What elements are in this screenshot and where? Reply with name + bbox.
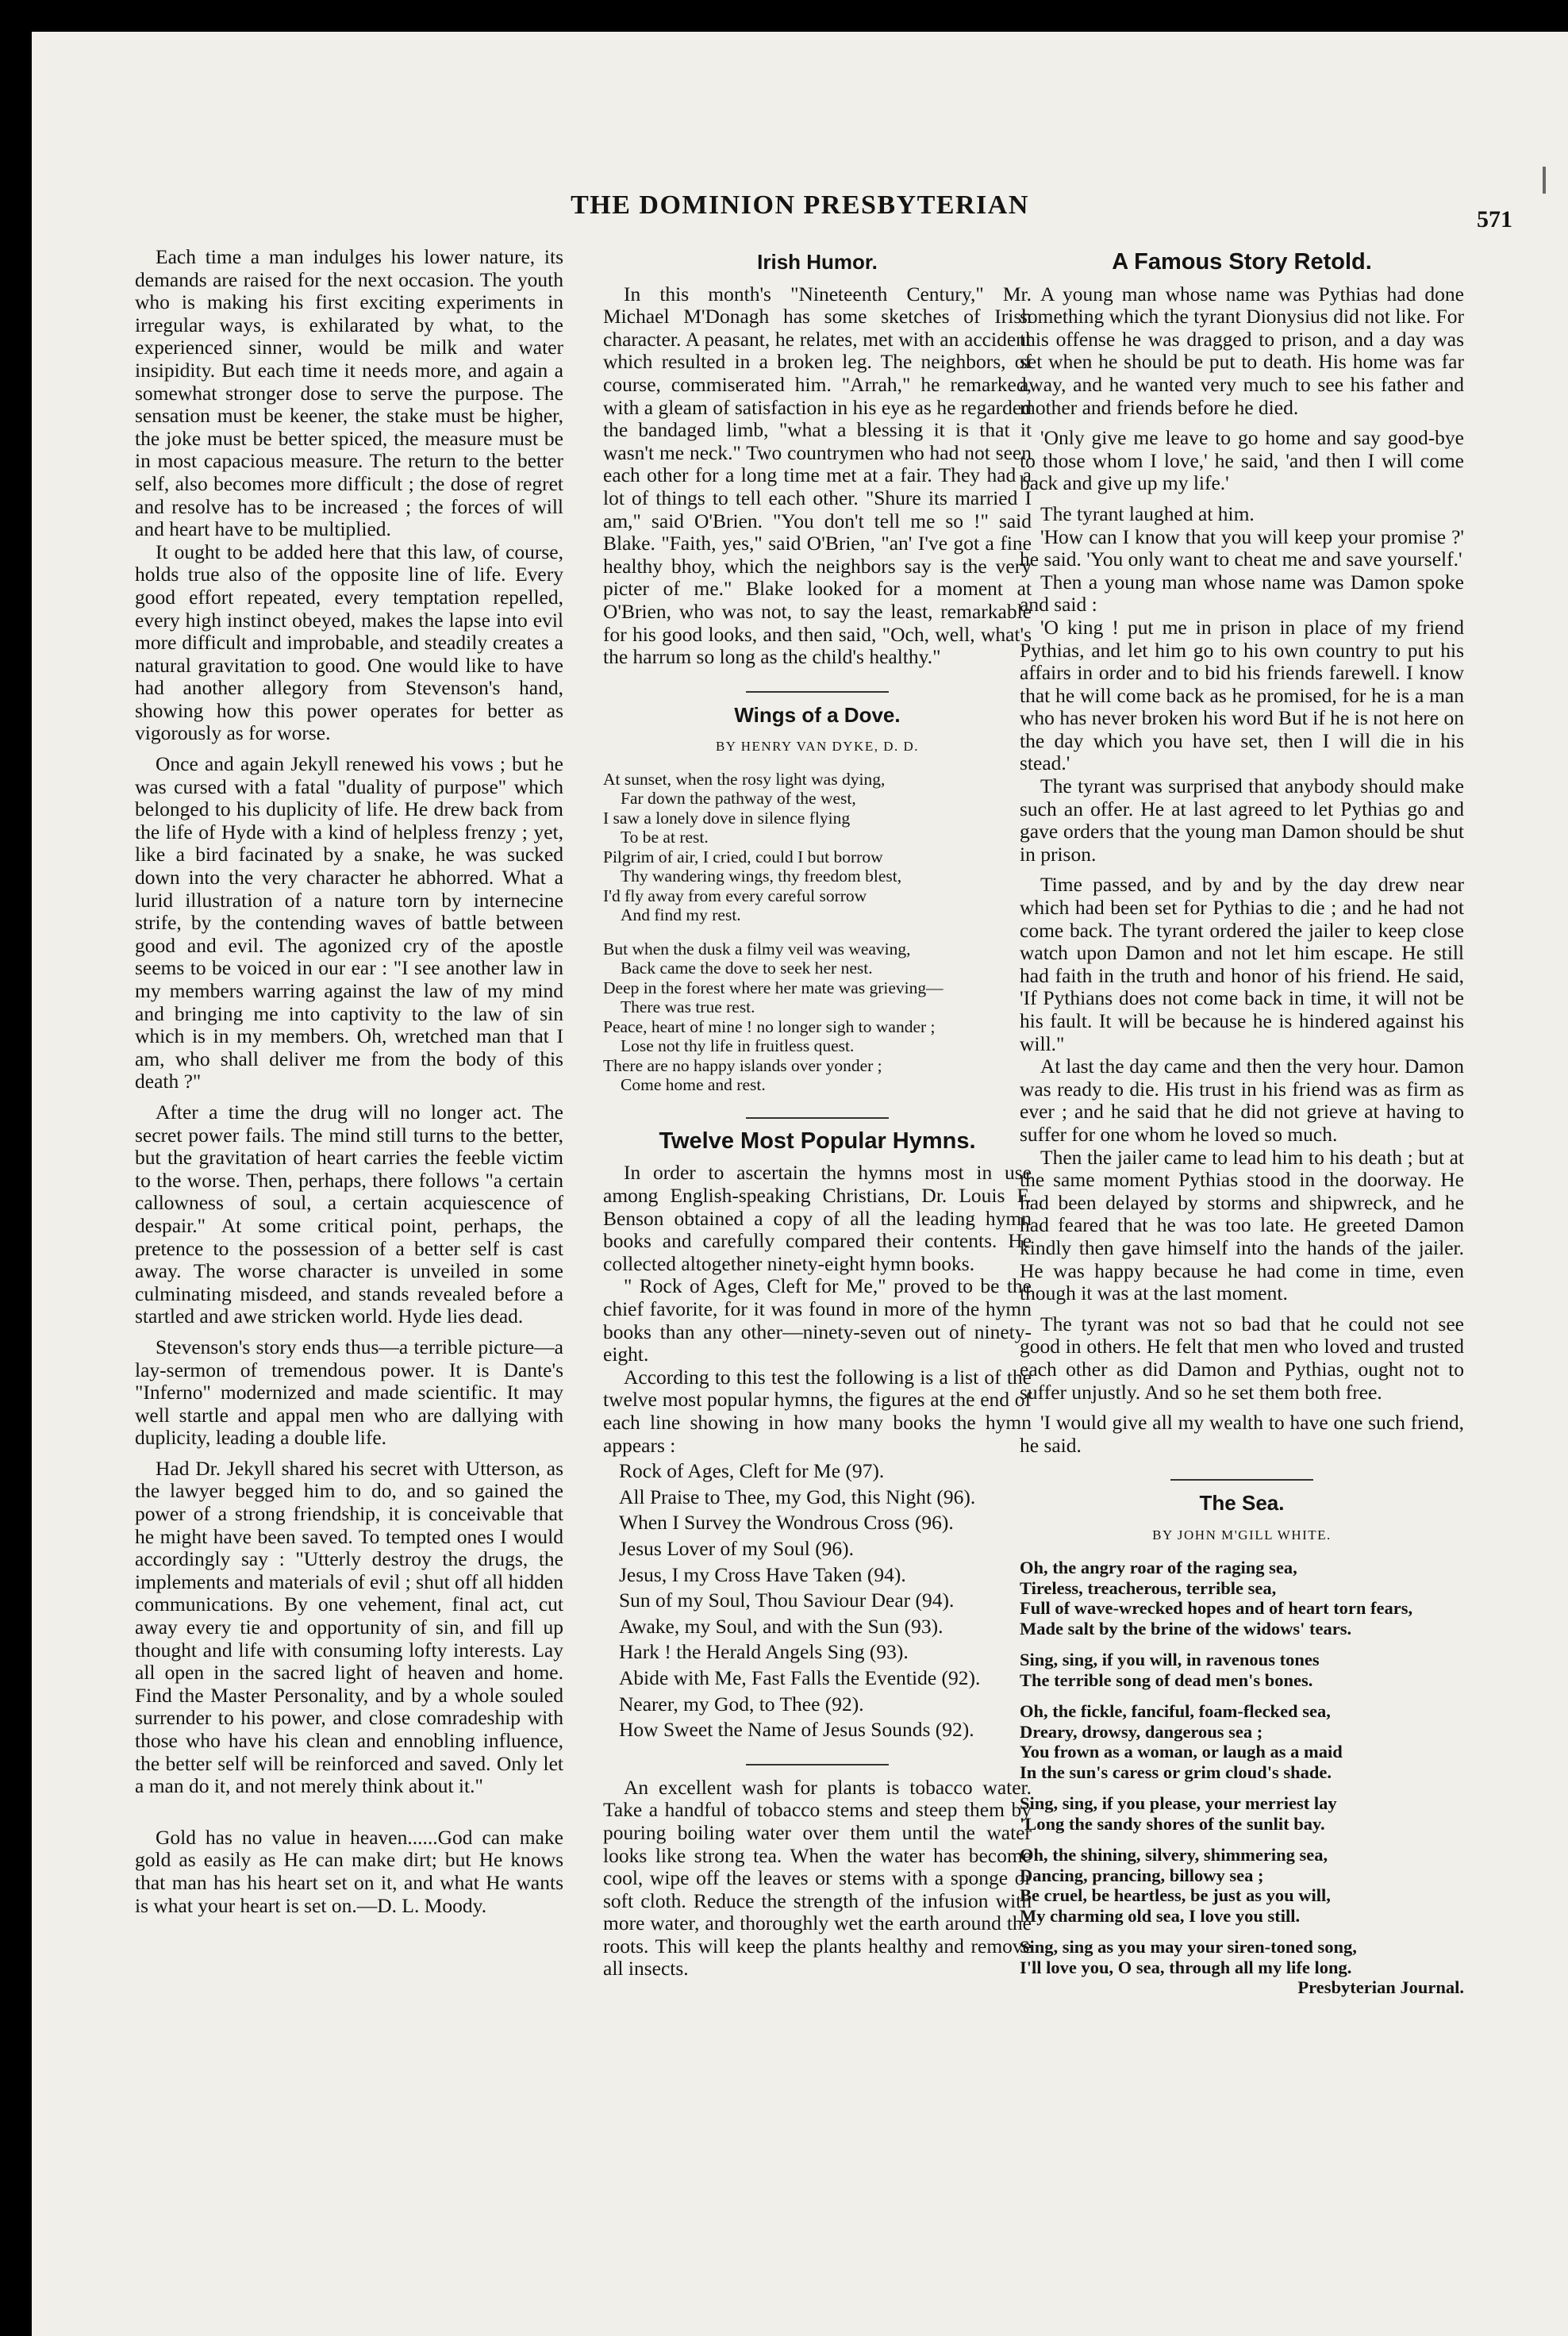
jekyll-article <box>135 246 563 1798</box>
paragraph: Time passed, and by and by the day drew near which had been set for Pythias to die ; and he had not come back. The tyrant ordered the jailer to keep close watch upon Damon and not let him escape. He still had faith in the truth and honor of his friend. He said, 'If Pythians does not come back in time, it will not be his fault. It will be because he is hindered against his will." <box>1020 873 1464 1055</box>
poem-line: Oh, the angry roar of the raging sea, <box>1020 1558 1297 1578</box>
poem-line: Made salt by the brine of the widows' tears. <box>1020 1618 1352 1639</box>
paragraph: 'I would give all my wealth to have one such friend, he said. <box>1020 1411 1464 1457</box>
page-number: 571 <box>1477 206 1512 232</box>
column-middle <box>603 246 1032 1981</box>
poem-line: Full of wave-wrecked hopes and of heart torn fears, <box>1020 1598 1413 1619</box>
list-item: Jesus, I my Cross Have Taken (94). <box>619 1562 906 1586</box>
column-left <box>135 246 563 1917</box>
column-right <box>1020 246 1464 1998</box>
paragraph: Had Dr. Jekyll shared his secret with Utterson, as the lawyer begged him to do, and so gained the power of a strong friendship, it is conceivable that he might have been saved. To tempted ones I would accordingly say : "Utterly destroy the drugs, the implements and materials of evil ; shut off all hidden communications. By one vehement, final act, cut away every tie and opportunity of sin, and fill up thought and life with consuming lofty interests. Lay all open in the sacred light of heaven and home. Find the Master Personality, and by a whole souled surrender to his power, and close comradeship with those who have his clean and ennobling influence, the better self will be reinforced and saved. Only let a man do it, and not merely think about it." <box>135 1456 563 1798</box>
poem-line: Oh, the fickle, fanciful, foam-flecked sea, <box>1020 1701 1331 1722</box>
paragraph: 'O king ! put me in prison in place of my friend Pythias, and let him go to his own country to put his affairs in order and to bid his friends farewell. I know that he will come back as he promised, for he is a man who has never broken his word But if he is not here on the day which you have set, then I will die in his stead.' <box>1020 615 1464 775</box>
the-sea-title: The Sea. <box>1199 1491 1285 1516</box>
poem-line: I saw a lonely dove in silence flying <box>603 808 851 828</box>
paragraph: Then the jailer came to lead him to his death ; but at the same moment Pythias stood in the doorway. He had been delayed by storms and shipwreck, and he had feared that he was too late. He greeted Damon kindly then gave himself into the hands of the jailer. He was happy because he had come in time, even though it was at the last moment. <box>1020 1145 1464 1305</box>
poem-line: In the sun's caress or grim cloud's shade. <box>1020 1762 1332 1782</box>
poem-line: Peace, heart of mine ! no longer sigh to wander ; <box>603 1016 936 1036</box>
poem <box>1020 1558 1464 1998</box>
list-item: When I Survey the Wondrous Cross (96). <box>619 1511 954 1535</box>
byline: BY JOHN M'GILL WHITE. <box>1152 1527 1332 1543</box>
list-item: Sun of my Soul, Thou Saviour Dear (94). <box>619 1589 955 1612</box>
divider <box>746 1764 889 1765</box>
list-item: Rock of Ages, Cleft for Me (97). <box>619 1459 885 1483</box>
paragraph: At last the day came and then the very hour. Damon was ready to die. His trust in his friend was as firm as ever ; and he said that he did not grieve at having to suffer for one whom he loved so much. <box>1020 1055 1464 1146</box>
poem-line: Sing, sing, if you please, your merriest lay <box>1020 1793 1337 1814</box>
poem-line: To be at rest. <box>621 828 709 847</box>
paragraph: Once and again Jekyll renewed his vows ; but he was cursed with a fatal "duality of purpose" which belonged to his duplicity of life. He drew back from the life of Hyde with a kind of helpless frenzy ; yet, like a bird facinated by a snake, he was sucked down into the very character he abhorred. What a lurid illustration of a nature torn by internecine strife, by the contending waves of battle between good and evil. The agonized cry of the apostle seems to be voiced in our ear : "I see another law in my members warring against the law of my mind and bringing me into captivity to the law of sin which is in my members. Oh, wretched man that I am, who shall deliver me from the body of this death ?" <box>135 752 563 1093</box>
list-item: Abide with Me, Fast Falls the Eventide (92). <box>619 1666 981 1689</box>
paragraph: The tyrant was not so bad that he could not see good in others. He felt that men who loved and trusted each other as did Damon and Pythias, ought not to suffer unjustly. And so he set them both free. <box>1020 1312 1464 1404</box>
poem-line: Tireless, treacherous, terrible sea, <box>1020 1577 1277 1598</box>
poem-line: Dreary, drowsy, dangerous sea ; <box>1020 1721 1263 1742</box>
poem-line: But when the dusk a filmy veil was weaving, <box>603 939 911 959</box>
moody-quote <box>135 1827 563 1917</box>
poem-line: Far down the pathway of the west, <box>621 789 856 809</box>
paragraph: According to this test the following is a list of the twelve most popular hymns, the figures at the end of each line showing in how many books the hymn appears : <box>603 1365 1032 1457</box>
poem-line: At sunset, when the rosy light was dying, <box>603 769 886 789</box>
paragraph: It ought to be added here that this law, of course, holds true also of the opposite line of life. Every good effort repeated, every temptation repelled, every high instinct obeyed, makes the lapse into evil more difficult and improbable, and steadily creates a natural gravitation to good. One would like to have had another allegory from Stevenson's hand, showing how this power operates for better as vigorously as for worse. <box>135 540 563 745</box>
paragraph: The tyrant laughed at him. <box>1040 501 1255 525</box>
paragraph: A young man whose name was Pythias had done something which the tyrant Dionysius did not like. For this offense he was dragged to prison, and a day was set when he should be put to death. His home was far away, and he wanted very much to see his father and mother and friends before he died. <box>1020 282 1464 419</box>
poem-line: There was true rest. <box>621 997 755 1017</box>
poem-line: You frown as a woman, or laugh as a maid <box>1020 1742 1343 1762</box>
divider <box>746 691 889 693</box>
poem-line: There are no happy islands over yonder ; <box>603 1055 882 1075</box>
paragraph: Then a young man whose name was Damon spoke and said : <box>1020 570 1464 617</box>
poem-line: The terrible song of dead men's bones. <box>1020 1669 1313 1690</box>
poem-line: Sing, sing as you may your siren-toned song, <box>1020 1937 1357 1958</box>
poem-line: Come home and rest. <box>621 1075 766 1095</box>
list-item: All Praise to Thee, my God, this Night (96). <box>619 1485 976 1508</box>
paragraph: In this month's "Nineteenth Century," Mr. Michael M'Donagh has some sketches of Irish character. A peasant, he relates, met with an accident which resulted in a broken leg. The neighbors, of course, commiserated him. "Arrah," he remarked, with a gleam of satisfaction in his eye as he regarded the bandaged limb, "what a blessing it is that it wasn't me neck." Two countrymen who had not seen each other for a long time met at a fair. They had a lot of things to tell each other. "Shure its married I am," said O'Brien. "You don't tell me so !" said Blake. "Faith, yes," said O'Brien, "an' I've got a fine healthy bhoy, which the neighbors say is the very picter of me." Blake looked for a moment at O'Brien, who was not, to say the least, remarkable for his good looks, and then said, "Och, well, what's the harrum so long as the child's healthy." <box>603 282 1032 669</box>
paragraph: Stevenson's story ends thus—a terrible picture—a lay-sermon of tremendous power. It is Dante's "Inferno" modernized and made scientific. It may well startle and appal men who are dallying with duplicity, leading a double life. <box>135 1335 563 1450</box>
divider <box>1170 1479 1313 1481</box>
divider <box>746 1117 889 1119</box>
paragraph: Gold has no value in heaven......God can make gold as easily as He can make dirt; but He knows that man has his heart set on it, and what He wants is what your heart is set on.—D. L. Moody. <box>135 1825 563 1917</box>
running-head: THE DOMINION PRESBYTERIAN <box>571 190 1029 220</box>
byline: BY HENRY VAN DYKE, D. D. <box>715 739 920 755</box>
margin-mark <box>1543 167 1546 194</box>
poem-line: Thy wandering wings, thy freedom blest, <box>621 866 902 886</box>
paragraph: 'How can I know that you will keep your promise ?' he said. 'You only want to cheat me and save yourself.' <box>1020 524 1464 571</box>
wings-of-a-dove-title: Wings of a Dove. <box>734 702 901 727</box>
plant-wash-paragraph: An excellent wash for plants is tobacco water. Take a handful of tobacco stems and steep them by pouring boiling water over them until the water looks like strong tea. When the water has become cool, wipe off the leaves or stems with a sponge or soft cloth. Reduce the strength of the infusion with more water, and thoroughly wet the earth around the roots. This will keep the plants healthy and remove all insects. <box>603 1775 1032 1981</box>
list-item: Jesus Lover of my Soul (96). <box>619 1536 855 1560</box>
list-item: Hark ! the Herald Angels Sing (93). <box>619 1640 909 1664</box>
poem-line: Deep in the forest where her mate was grieving— <box>603 978 943 997</box>
poem-line: Oh, the shining, silvery, shimmering sea, <box>1020 1845 1328 1865</box>
paragraph: After a time the drug will no longer act. The secret power fails. The mind still turns to the better, but the gravitation of heart carries the feeble victim to the worse. Then, perhaps, there follows "a certain callowness of soul, a certain acquiescence of despair." At some critical point, perhaps, the pretence to the possession of a better self is cast away. The worse character is unveiled in some culminating misdeed, and stands revealed before a startled and awe stricken world. Hyde lies dead. <box>135 1100 563 1328</box>
poem-line: Sing, sing, if you will, in ravenous tones <box>1020 1650 1320 1670</box>
irish-humor-title: Irish Humor. <box>757 250 878 274</box>
poem-line: I'd fly away from every careful sorrow <box>603 886 867 905</box>
hymns-title: Twelve Most Popular Hymns. <box>659 1128 976 1154</box>
paragraph: Each time a man indulges his lower nature, its demands are raised for the next occasion. The youth who is making his first exciting experiments in irregular ways, is exhilarated by what, to the experienced sinner, would be milk and water insipidity. But each time it needs more, and again a somewhat stronger dose to serve the purpose. The sensation must be keener, the stake must be higher, the joke must be better spiced, the measure must be in most capacious measure. The return to the better self, also becomes more difficult ; the dose of regret and resolve has to be increased ; the forces of will and heart have to be multiplied. <box>135 245 563 541</box>
paragraph: " Rock of Ages, Cleft for Me," proved to be the chief favorite, for it was found in more of the hymn books than any other—ninety-seven out of ninety-eight. <box>603 1274 1032 1366</box>
famous-story-title: A Famous Story Retold. <box>1112 249 1372 275</box>
list-item: Awake, my Soul, and with the Sun (93). <box>619 1614 943 1638</box>
newspaper-page <box>32 32 1568 2336</box>
poem-line: Be cruel, be heartless, be just as you will, <box>1020 1885 1331 1906</box>
list-item: Nearer, my God, to Thee (92). <box>619 1692 864 1716</box>
paragraph: 'Only give me leave to go home and say good-bye to those whom I love,' he said, 'and then I will come back and give up my life.' <box>1020 426 1464 495</box>
poem-line: Dancing, prancing, billowy sea ; <box>1020 1865 1264 1885</box>
hymn-list <box>603 1460 1032 1742</box>
poem-line: And find my rest. <box>621 905 741 925</box>
poem-line: Back came the dove to seek her nest. <box>621 959 873 978</box>
paragraph: In order to ascertain the hymns most in use among English-speaking Christians, Dr. Louis F. Benson obtained a copy of all the leading hymn books and carefully compared their contents. He collected altogether ninety-eight hymn books. <box>603 1161 1032 1275</box>
poem-source: Presbyterian Journal. <box>1297 1977 1464 1998</box>
list-item: How Sweet the Name of Jesus Sounds (92). <box>619 1718 974 1742</box>
paragraph: The tyrant was surprised that anybody should make such an offer. He at last agreed to let Pythias go and gave orders that the young man Damon should be shut in prison. <box>1020 774 1464 866</box>
poem-line: My charming old sea, I love you still. <box>1020 1905 1301 1926</box>
poem-line: Lose not thy life in fruitless quest. <box>621 1036 855 1056</box>
poem-line: Pilgrim of air, I cried, could I but borrow <box>603 847 883 866</box>
poem-line: 'Long the sandy shores of the sunlit bay. <box>1020 1813 1325 1834</box>
poem-line: I'll love you, O sea, through all my life long. <box>1020 1957 1352 1977</box>
poem <box>603 770 1032 1095</box>
